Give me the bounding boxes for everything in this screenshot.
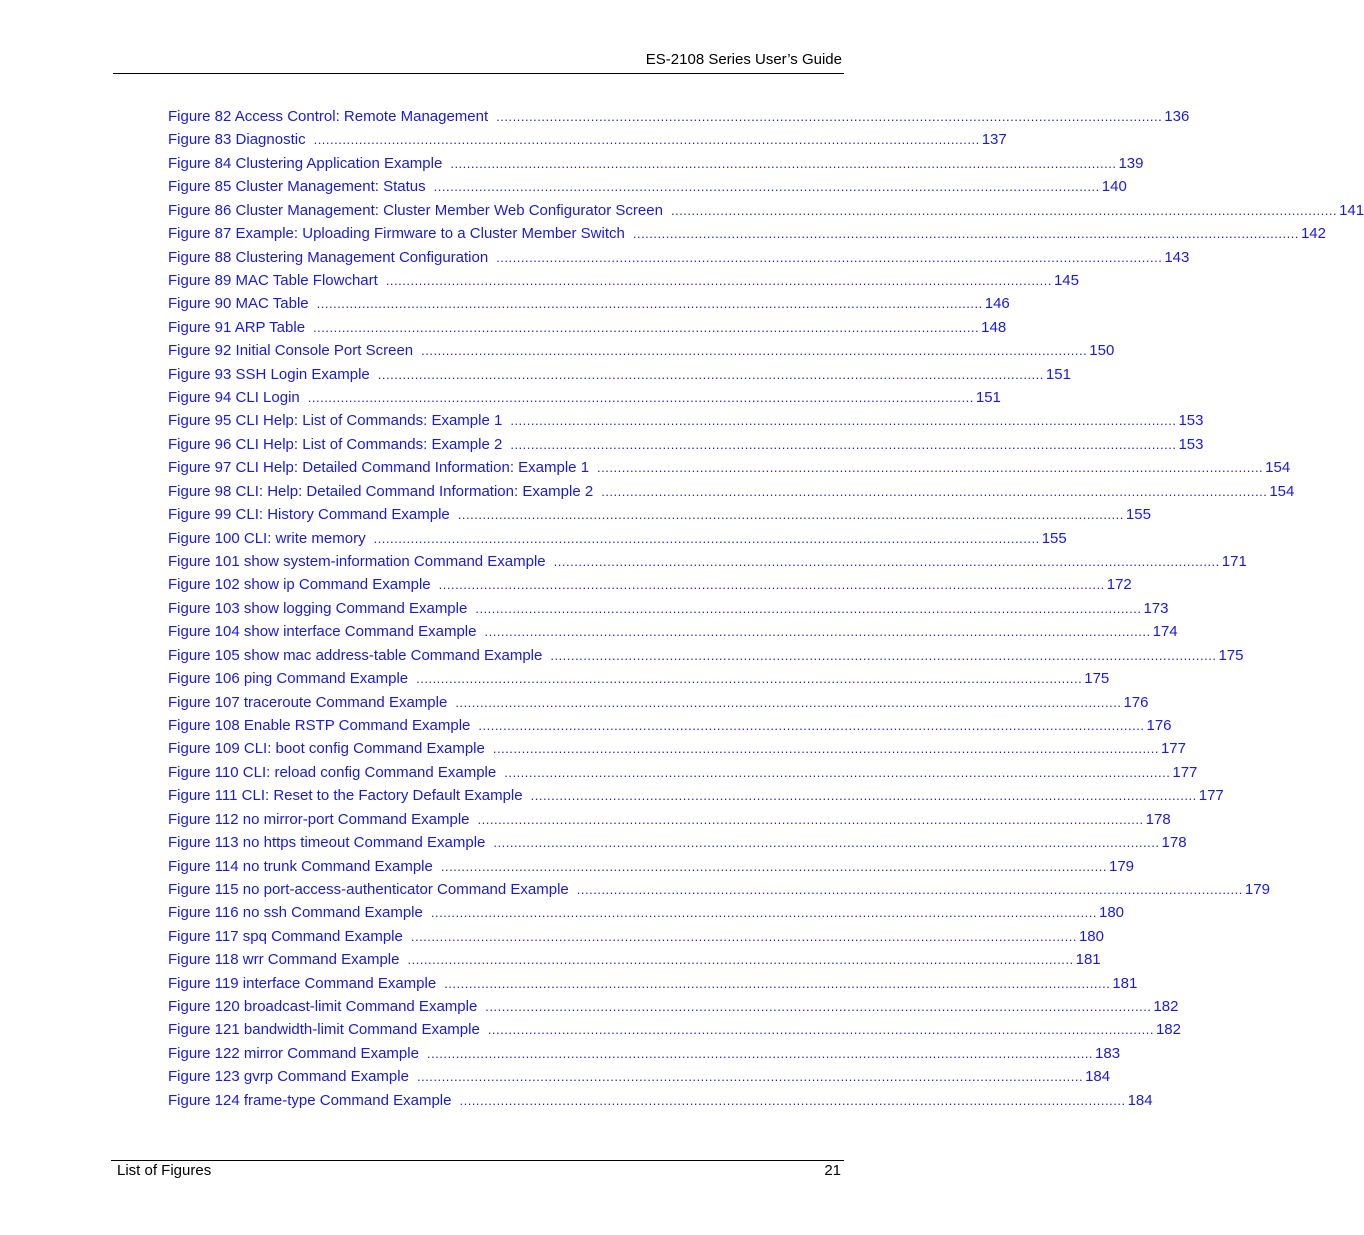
toc-leader: .................................................................................................................................................................. (416, 671, 1083, 687)
toc-leader: .................................................................................................................................................................. (410, 928, 1077, 944)
toc-entry-title: Figure 124 frame-type Command Example (168, 1091, 452, 1109)
toc-entry-title: Figure 91 ARP Table (168, 318, 306, 336)
toc-entry-page: 178 (1145, 810, 1171, 828)
toc-entry[interactable] (168, 456, 1291, 479)
toc-entry-title: Figure 88 Clustering Management Configuration (168, 248, 489, 266)
toc-entry-title: Figure 123 gvrp Command Example (168, 1068, 409, 1086)
toc-entry[interactable] (168, 199, 1364, 222)
toc-leader: .................................................................................................................................................................. (416, 1069, 1084, 1085)
toc-entry[interactable] (168, 105, 1190, 128)
toc-leader: .................................................................................................................................................................. (450, 155, 1117, 171)
toc-entry-page: 142 (1300, 225, 1326, 243)
toc-entry[interactable] (168, 737, 1186, 760)
toc-entry[interactable] (168, 972, 1138, 995)
toc-entry-page: 181 (1075, 951, 1101, 969)
toc-entry-title: Figure 96 CLI Help: List of Commands: Example 2 (168, 435, 503, 453)
toc-entry[interactable] (168, 128, 1007, 151)
toc-entry-title: Figure 118 wrr Command Example (168, 951, 400, 969)
toc-leader: .................................................................................................................................................................. (670, 202, 1338, 218)
toc-leader: .................................................................................................................................................................. (632, 226, 1299, 242)
toc-entry-page: 175 (1218, 646, 1244, 664)
toc-entry[interactable] (168, 784, 1224, 807)
toc-entry-page: 181 (1112, 974, 1138, 992)
toc-entry-page: 139 (1118, 154, 1144, 172)
toc-entry-page: 151 (1045, 365, 1071, 383)
toc-leader: .................................................................................................................................................................. (475, 600, 1142, 616)
toc-entry-page: 176 (1146, 716, 1172, 734)
toc-leader: .................................................................................................................................................................. (496, 109, 1163, 124)
toc-entry-page: 155 (1041, 529, 1067, 547)
toc-entry[interactable] (168, 901, 1125, 924)
toc-entry[interactable] (168, 316, 1007, 339)
toc-entry-title: Figure 82 Access Control: Remote Management (168, 108, 489, 125)
toc-entry-page: 154 (1269, 482, 1295, 500)
toc-leader: .................................................................................................................................................................. (377, 366, 1044, 382)
toc-leader: .................................................................................................................................................................. (477, 811, 1144, 827)
toc-leader: .................................................................................................................................................................. (307, 390, 974, 406)
toc-entry-page: 175 (1084, 670, 1110, 688)
toc-entry-title: Figure 122 mirror Command Example (168, 1044, 419, 1062)
toc-entry-title: Figure 106 ping Command Example (168, 670, 409, 688)
toc-entry-page: 178 (1161, 834, 1187, 852)
toc-entry-title: Figure 116 no ssh Command Example (168, 904, 423, 922)
toc-entry-title: Figure 113 no https timeout Command Example (168, 834, 486, 852)
toc-entry-page: 148 (981, 318, 1007, 336)
toc-entry-page: 146 (984, 295, 1010, 313)
toc-entry-title: Figure 111 CLI: Reset to the Factory Default Example (168, 787, 523, 805)
toc-entry[interactable] (168, 1042, 1121, 1065)
toc-entry-title: Figure 87 Example: Uploading Firmware to a Cluster Member Switch (168, 225, 625, 243)
toc-entry-title: Figure 109 CLI: boot config Command Example (168, 740, 485, 758)
toc-leader: .................................................................................................................................................................. (421, 343, 1088, 359)
header-divider (113, 73, 844, 74)
list-of-figures (168, 105, 1364, 1112)
toc-entry-page: 183 (1095, 1044, 1121, 1062)
footer-page-number: 21 (824, 1162, 841, 1179)
toc-leader: .................................................................................................................................................................. (550, 647, 1217, 663)
toc-entry-title: Figure 115 no port-access-authenticator Command Example (168, 880, 569, 898)
toc-entry-page: 154 (1265, 459, 1291, 477)
toc-entry-title: Figure 89 MAC Table Flowchart (168, 271, 378, 289)
toc-entry-page: 184 (1127, 1091, 1153, 1109)
toc-entry-page: 153 (1178, 435, 1204, 453)
toc-entry-page: 143 (1164, 248, 1190, 266)
toc-entry-page: 140 (1101, 178, 1127, 196)
toc-leader: .................................................................................................................................................................. (487, 1022, 1154, 1038)
toc-entry[interactable] (168, 503, 1151, 526)
toc-entry[interactable] (168, 831, 1187, 854)
toc-leader: .................................................................................................................................................................. (597, 460, 1264, 476)
toc-leader: .................................................................................................................................................................. (373, 530, 1040, 546)
toc-entry-title: Figure 95 CLI Help: List of Commands: Example 1 (168, 412, 503, 430)
toc-entry-title: Figure 90 MAC Table (168, 295, 309, 313)
toc-entry[interactable] (168, 386, 1001, 409)
footer-section-title: List of Figures (117, 1162, 212, 1179)
toc-entry-page: 153 (1178, 412, 1204, 430)
toc-entry-page: 145 (1053, 271, 1079, 289)
toc-entry[interactable] (168, 1018, 1181, 1041)
toc-entry-title: Figure 102 show ip Command Example (168, 576, 431, 594)
toc-entry-title: Figure 107 traceroute Command Example (168, 693, 448, 711)
toc-leader: .................................................................................................................................................................. (601, 483, 1268, 499)
toc-entry-title: Figure 121 bandwidth-limit Command Example (168, 1021, 480, 1039)
toc-leader: .................................................................................................................................................................. (484, 624, 1151, 640)
toc-entry-title: Figure 114 no trunk Command Example (168, 857, 433, 875)
toc-entry-page: 136 (1164, 108, 1190, 125)
toc-entry[interactable] (168, 995, 1179, 1018)
toc-entry[interactable] (168, 597, 1169, 620)
toc-entry[interactable] (168, 573, 1132, 596)
toc-entry-page: 179 (1108, 857, 1135, 875)
toc-entry[interactable] (168, 808, 1171, 831)
footer-divider (111, 1160, 844, 1161)
toc-entry-title: Figure 84 Clustering Application Example (168, 154, 443, 172)
toc-entry-title: Figure 120 broadcast-limit Command Example (168, 998, 478, 1016)
toc-entry-page: 177 (1160, 740, 1186, 758)
toc-entry-title: Figure 103 show logging Command Example (168, 599, 468, 617)
toc-entry-page: 174 (1152, 623, 1178, 641)
toc-entry-page: 182 (1153, 998, 1179, 1016)
toc-entry[interactable] (168, 1065, 1111, 1088)
toc-entry-title: Figure 117 spq Command Example (168, 927, 403, 945)
toc-entry[interactable] (168, 480, 1295, 503)
header-title: ES-2108 Series User’s Guide (645, 51, 842, 68)
toc-leader: .................................................................................................................................................................. (459, 1092, 1126, 1108)
toc-entry-page: 150 (1089, 342, 1115, 360)
toc-entry[interactable] (168, 433, 1204, 456)
toc-entry-page: 171 (1221, 553, 1247, 571)
toc-entry-title: Figure 85 Cluster Management: Status (168, 178, 426, 196)
toc-leader: .................................................................................................................................................................. (455, 694, 1122, 710)
toc-entry-page: 179 (1244, 880, 1270, 898)
toc-entry-title: Figure 94 CLI Login (168, 389, 300, 407)
toc-entry-page: 151 (975, 389, 1001, 407)
toc-entry-title: Figure 119 interface Command Example (168, 974, 437, 992)
toc-entry-title: Figure 92 Initial Console Port Screen (168, 342, 414, 360)
toc-entry[interactable] (168, 948, 1101, 971)
toc-entry-page: 180 (1098, 904, 1125, 922)
toc-entry[interactable] (168, 714, 1172, 737)
toc-entry-title: Figure 98 CLI: Help: Detailed Command Information: Example 2 (168, 482, 594, 500)
toc-entry-title: Figure 108 Enable RSTP Command Example (168, 716, 471, 734)
toc-leader: .................................................................................................................................................................. (426, 1045, 1094, 1061)
toc-leader: .................................................................................................................................................................. (433, 179, 1100, 195)
toc-leader: .................................................................................................................................................................. (430, 905, 1097, 921)
toc-entry[interactable] (168, 925, 1104, 948)
toc-entry-title: Figure 83 Diagnostic (168, 131, 306, 149)
toc-leader: .................................................................................................................................................................. (478, 717, 1145, 733)
toc-leader: .................................................................................................................................................................. (492, 741, 1159, 757)
toc-leader: .................................................................................................................................................................. (440, 858, 1107, 874)
toc-entry[interactable] (168, 550, 1247, 573)
toc-entry[interactable] (168, 667, 1110, 690)
toc-entry[interactable] (168, 1089, 1153, 1112)
toc-entry-title: Figure 93 SSH Login Example (168, 365, 370, 383)
toc-entry-page: 177 (1198, 787, 1224, 805)
toc-entry-title: Figure 112 no mirror-port Command Example (168, 810, 470, 828)
toc-leader: .................................................................................................................................................................. (444, 975, 1111, 991)
toc-entry[interactable] (168, 878, 1270, 901)
toc-entry-title: Figure 99 CLI: History Command Example (168, 506, 450, 524)
toc-leader: .................................................................................................................................................................. (530, 788, 1197, 804)
toc-entry-page: 184 (1085, 1068, 1111, 1086)
toc-leader: .................................................................................................................................................................. (407, 952, 1074, 968)
toc-entry-title: Figure 100 CLI: write memory (168, 529, 366, 547)
toc-entry-title: Figure 110 CLI: reload config Command Example (168, 763, 497, 781)
toc-entry[interactable] (168, 339, 1115, 362)
toc-entry[interactable] (168, 246, 1190, 269)
toc-entry-page: 180 (1078, 927, 1104, 945)
toc-entry[interactable] (168, 527, 1067, 550)
toc-leader: .................................................................................................................................................................. (496, 249, 1163, 265)
toc-leader: .................................................................................................................................................................. (485, 999, 1152, 1015)
toc-leader: .................................................................................................................................................................. (576, 881, 1243, 897)
toc-entry-page: 155 (1125, 506, 1151, 524)
toc-entry-page: 137 (981, 131, 1007, 149)
toc-leader: .................................................................................................................................................................. (313, 132, 980, 148)
toc-entry[interactable] (168, 363, 1071, 386)
toc-entry[interactable] (168, 222, 1326, 245)
toc-entry-title: Figure 104 show interface Command Example (168, 623, 477, 641)
toc-leader: .................................................................................................................................................................. (493, 835, 1160, 851)
toc-entry[interactable] (168, 855, 1135, 878)
toc-entry[interactable] (168, 691, 1149, 714)
toc-entry[interactable] (168, 409, 1204, 432)
toc-entry-title: Figure 101 show system-information Command Example (168, 553, 546, 571)
toc-leader: .................................................................................................................................................................. (510, 436, 1177, 452)
toc-entry-page: 177 (1172, 763, 1198, 781)
toc-entry[interactable] (168, 175, 1127, 198)
toc-entry[interactable] (168, 292, 1010, 315)
toc-entry-title: Figure 97 CLI Help: Detailed Command Information: Example 1 (168, 459, 590, 477)
toc-entry-page: 141 (1339, 201, 1364, 219)
toc-entry-page: 176 (1123, 693, 1149, 711)
toc-entry-page: 172 (1106, 576, 1132, 594)
toc-entry[interactable] (168, 761, 1198, 784)
toc-leader: .................................................................................................................................................................. (457, 507, 1124, 523)
toc-entry[interactable] (168, 269, 1079, 292)
toc-leader: .................................................................................................................................................................. (385, 272, 1052, 288)
toc-leader: .................................................................................................................................................................. (316, 296, 983, 312)
toc-entry[interactable] (168, 620, 1178, 643)
toc-entry[interactable] (168, 644, 1244, 667)
toc-entry[interactable] (168, 152, 1144, 175)
toc-entry-title: Figure 105 show mac address-table Command Example (168, 646, 543, 664)
toc-entry-title: Figure 86 Cluster Management: Cluster Member Web Configurator Screen (168, 201, 663, 219)
toc-leader: .................................................................................................................................................................. (438, 577, 1105, 593)
toc-leader: .................................................................................................................................................................. (313, 319, 980, 335)
toc-entry-page: 173 (1143, 599, 1169, 617)
toc-leader: .................................................................................................................................................................. (504, 764, 1171, 780)
toc-entry-page: 182 (1155, 1021, 1181, 1039)
toc-leader: .................................................................................................................................................................. (510, 413, 1177, 429)
toc-leader: .................................................................................................................................................................. (553, 554, 1220, 570)
